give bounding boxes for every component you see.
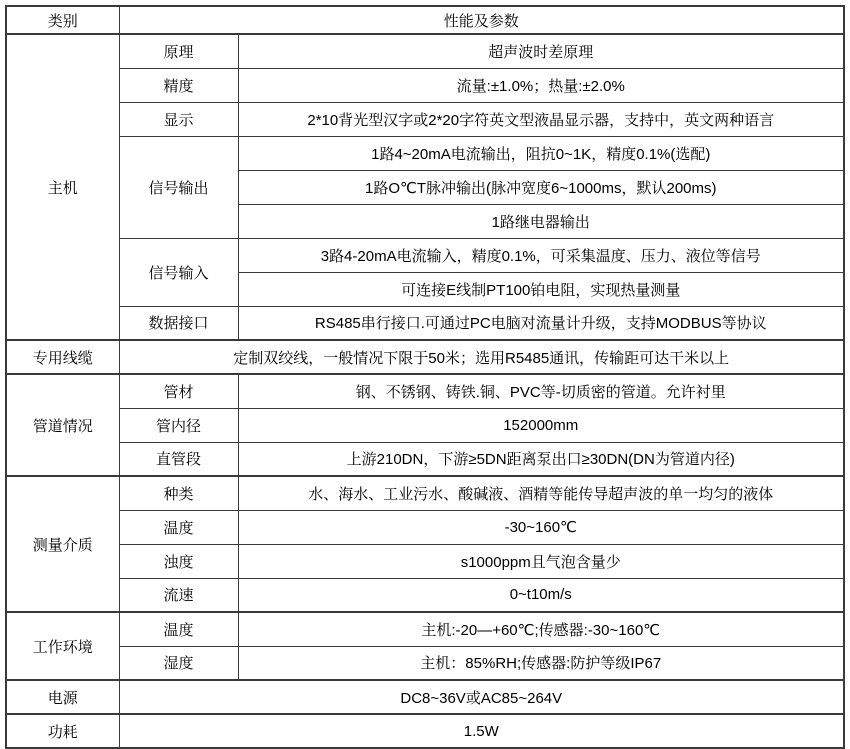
spec-value-display: 2*10背光型汉字或2*20字符英文型液晶显示器，支持中，英文两种语言 xyxy=(238,102,844,136)
table-row xyxy=(6,408,844,442)
header-category: 类别 xyxy=(6,6,119,34)
table-row xyxy=(6,68,844,102)
table-row xyxy=(6,510,844,544)
spec-label-accuracy: 精度 xyxy=(119,68,238,102)
header-params: 性能及参数 xyxy=(119,6,844,34)
spec-value-signal-output-3: 1路继电器输出 xyxy=(238,204,844,238)
table-row xyxy=(6,714,844,748)
table-row xyxy=(6,612,844,646)
spec-value-signal-input-1: 3路4-20mA电流输入，精度0.1%，可采集温度、压力、液位等信号 xyxy=(238,238,844,272)
spec-label-env-temperature: 温度 xyxy=(119,612,238,646)
spec-label-data-interface: 数据接口 xyxy=(119,306,238,340)
spec-label-signal-input: 信号输入 xyxy=(119,238,238,306)
table-row xyxy=(6,680,844,714)
spec-label-straight-section: 直管段 xyxy=(119,442,238,476)
spec-value-pipe-material: 钢、不锈钢、铸铁.铜、PVC等-切质密的管道。允许衬里 xyxy=(238,374,844,408)
table-row xyxy=(6,102,844,136)
spec-value-medium-temperature: -30~160℃ xyxy=(238,510,844,544)
spec-value-consumption: 1.5W xyxy=(119,714,844,748)
spec-label-pipe-diameter: 管内径 xyxy=(119,408,238,442)
table-row xyxy=(6,306,844,340)
spec-label-env-humidity: 湿度 xyxy=(119,646,238,680)
spec-label-principle: 原理 xyxy=(119,34,238,68)
table-row xyxy=(6,34,844,68)
table-row xyxy=(6,136,844,170)
spec-value-signal-output-2: 1路O℃T脉冲输出(脉冲宽度6~1000ms，默认200ms) xyxy=(238,170,844,204)
spec-value-principle: 超声波时差原理 xyxy=(238,34,844,68)
spec-label-turbidity: 浊度 xyxy=(119,544,238,578)
spec-label-medium-type: 种类 xyxy=(119,476,238,510)
spec-value-signal-output-1: 1路4~20mA电流输出，阻抗0~1K，精度0.1%(选配) xyxy=(238,136,844,170)
spec-label-pipe-material: 管材 xyxy=(119,374,238,408)
table-row xyxy=(6,340,844,374)
spec-value-flow-velocity: 0~t10m/s xyxy=(238,578,844,612)
spec-value-env-humidity: 主机：85%RH;传感器:防护等级IP67 xyxy=(238,646,844,680)
spec-value-accuracy: 流量:±1.0%；热量:±2.0% xyxy=(238,68,844,102)
spec-value-data-interface: RS485串行接口.可通过PC电脑对流量计升级，支持MODBUS等协议 xyxy=(238,306,844,340)
spec-table xyxy=(5,5,845,749)
category-environment: 工作环境 xyxy=(6,612,119,680)
spec-value-straight-section: 上游210DN，下游≥5DN距离泵出口≥30DN(DN为管道内径) xyxy=(238,442,844,476)
spec-label-medium-temperature: 温度 xyxy=(119,510,238,544)
spec-label-signal-output: 信号输出 xyxy=(119,136,238,238)
spec-label-flow-velocity: 流速 xyxy=(119,578,238,612)
category-power: 电源 xyxy=(6,680,119,714)
spec-value-pipe-diameter: 152000mm xyxy=(238,408,844,442)
spec-label-display: 显示 xyxy=(119,102,238,136)
spec-value-signal-input-2: 可连接E线制PT100铂电阻，实现热量测量 xyxy=(238,272,844,306)
category-consumption: 功耗 xyxy=(6,714,119,748)
table-row xyxy=(6,442,844,476)
table-row xyxy=(6,544,844,578)
table-row xyxy=(6,476,844,510)
table-row xyxy=(6,646,844,680)
category-cable: 专用线缆 xyxy=(6,340,119,374)
table-row xyxy=(6,238,844,272)
spec-value-cable: 定制双绞线，一般情况下限于50米；选用R5485通讯，传输距可达干米以上 xyxy=(119,340,844,374)
table-row xyxy=(6,578,844,612)
spec-value-turbidity: s1000ppm且气泡含量少 xyxy=(238,544,844,578)
table-row xyxy=(6,374,844,408)
spec-value-power: DC8~36V或AC85~264V xyxy=(119,680,844,714)
category-medium: 测量介质 xyxy=(6,476,119,612)
spec-value-medium-type: 水、海水、工业污水、酸碱液、酒精等能传导超声波的单一均匀的液体 xyxy=(238,476,844,510)
category-host: 主机 xyxy=(6,34,119,340)
spec-value-env-temperature: 主机:-20—+60℃;传感器:-30~160℃ xyxy=(238,612,844,646)
category-pipe: 管道情况 xyxy=(6,374,119,476)
table-header-row xyxy=(6,6,844,34)
